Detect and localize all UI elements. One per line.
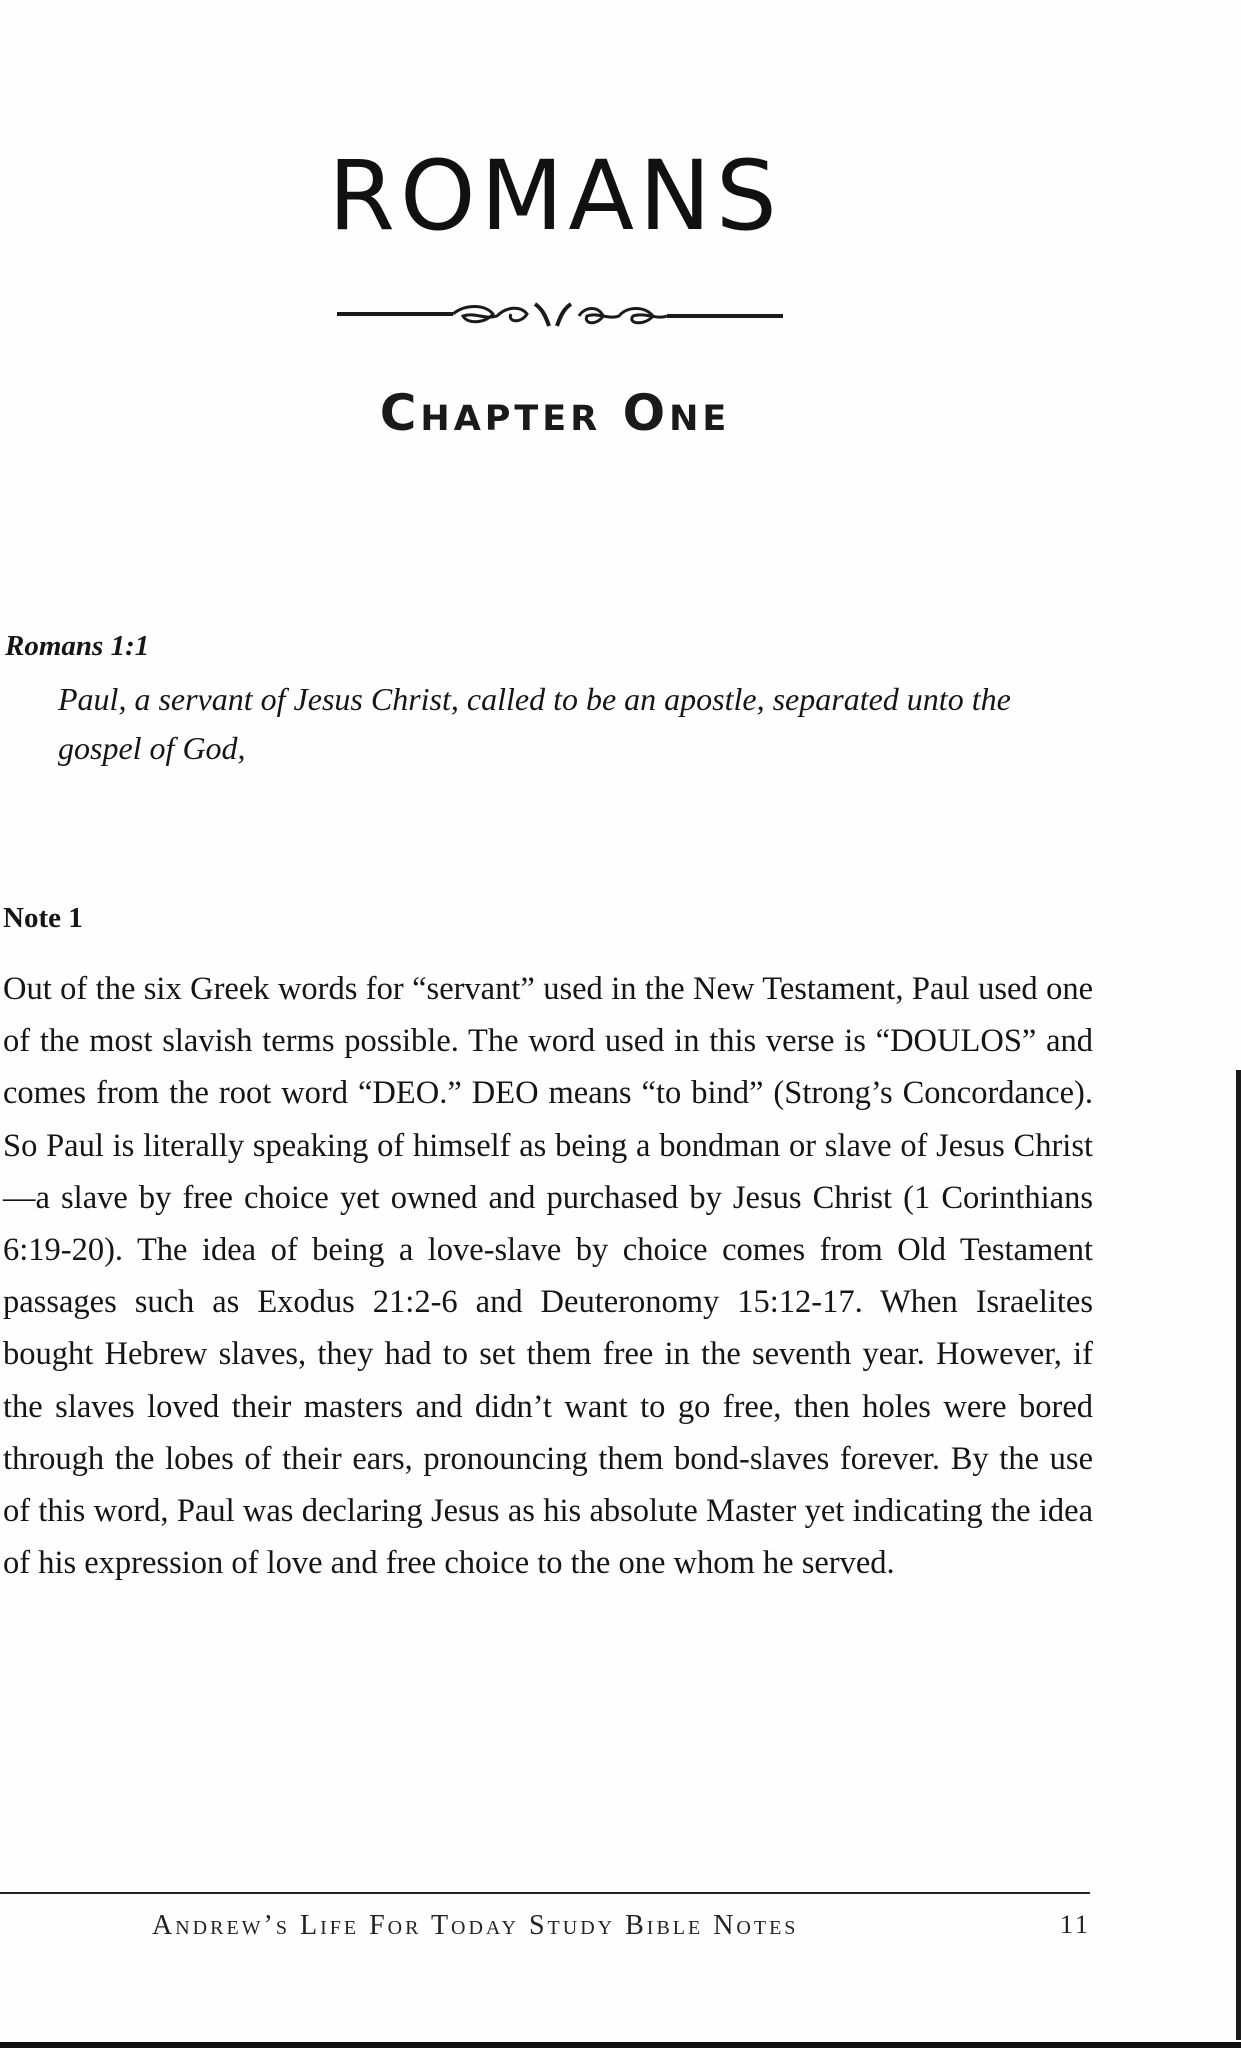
- verse-text: Paul, a servant of Jesus Christ, called to be an apostle, separated unto the gospel of God,: [58, 681, 1011, 766]
- verse-reference: Romans 1:1: [5, 630, 150, 662]
- footer-running-title: [152, 1910, 798, 1942]
- book-title: ROMANS: [328, 140, 782, 252]
- note-title: Note 1: [3, 902, 83, 934]
- note-body: Out of the six Greek words for “servant” used in the New Testament, Paul used one of the most slavish terms possible. The word used in this verse is “DOULOS” and comes from the root word “DEO.” DEO means “to bind” (Strong’s Concordance). So Paul is literally speaking of himself as being a bondman or slave of Jesus Christ—a slave by free choice yet owned and purchased by Jesus Christ (1 Corinthians 6:19-20). The idea of being a love-slave by choice comes from Old Testament passages such as Exodus 21:2-6 and Deuteronomy 15:12-17. When Israelites bought Hebrew slaves, they had to set them free in the seventh year. However, if the slaves loved their masters and didn’t want to go free, then holes were bored through the lobes of their ears, pronouncing them bond-slaves forever. By the use of this word, Paul was declaring Jesus as his absolute Master yet indicating the idea of his expression of love and free choice to the one whom he served.: [3, 971, 1093, 1582]
- footer-divider: [0, 1892, 1090, 1894]
- footer-running-title-text: Andrew’s Life For Today Study Bible Notes: [152, 1910, 799, 1941]
- chapter-heading-text: Chapter One: [379, 384, 731, 442]
- page-edge-shadow: [1236, 1070, 1241, 2040]
- ornament-flourish-icon: [335, 292, 785, 336]
- page-number: 11: [1060, 1910, 1092, 1939]
- chapter-heading: [0, 384, 1110, 442]
- page-bottom-edge: [0, 2042, 1241, 2048]
